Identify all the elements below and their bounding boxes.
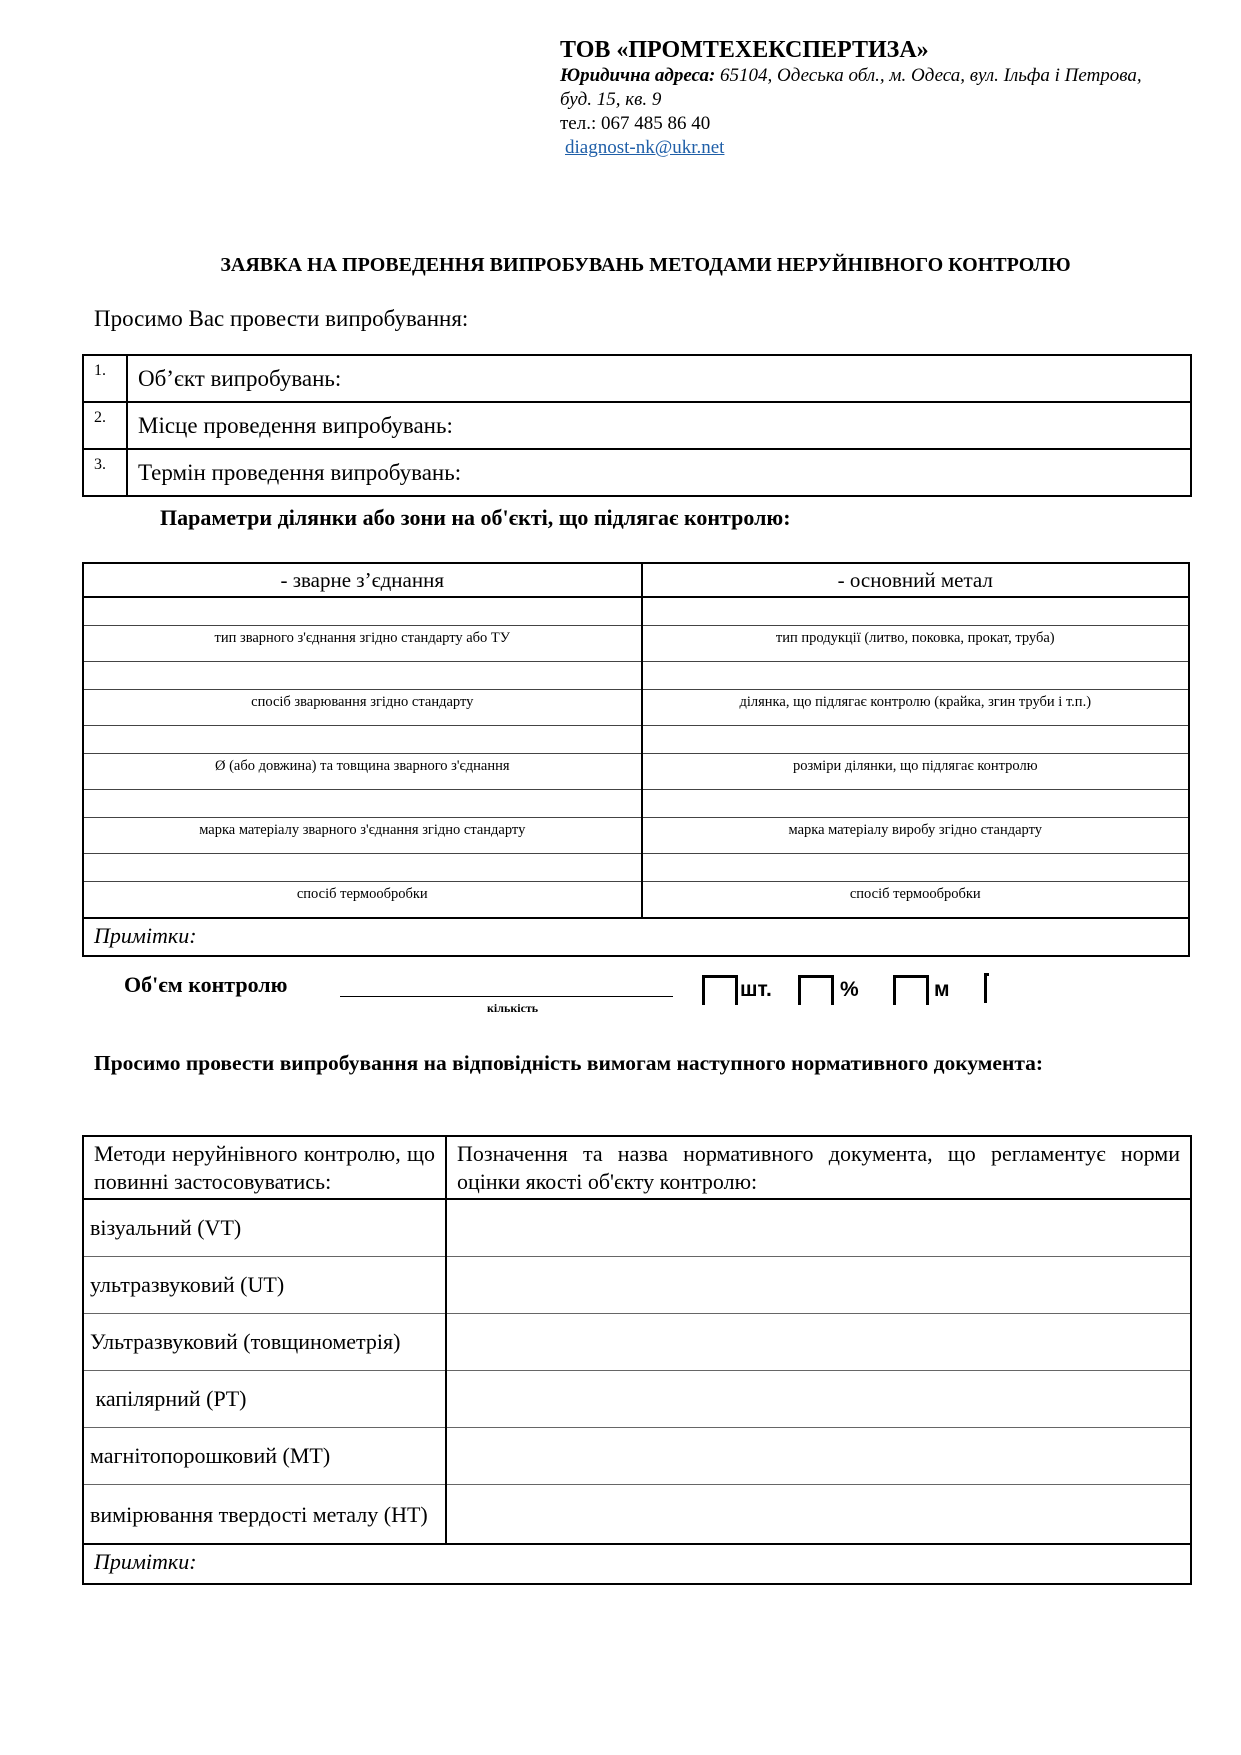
location-field[interactable]: Місце проведення випробувань: <box>127 402 1191 449</box>
caption: тип зварного з'єднання згідно стандарту або ТУ <box>83 626 642 662</box>
company-header <box>560 36 1210 160</box>
method-row <box>83 1485 1191 1545</box>
row-number: 1. <box>83 355 127 402</box>
unit-pcs-label: шт. <box>740 978 772 1001</box>
methods-table <box>82 1135 1192 1585</box>
table-row <box>83 355 1191 402</box>
normative-heading: Просимо провести випробування на відповідність вимогам наступного нормативного документа: <box>94 1051 1044 1075</box>
basic-info-table <box>82 354 1192 497</box>
input-row <box>83 597 1189 626</box>
welding-method-input[interactable] <box>83 662 642 690</box>
document-input[interactable] <box>446 1485 1191 1545</box>
table-row <box>83 449 1191 496</box>
quantity-hint: кількість <box>487 1001 539 1015</box>
unit-meter-checkbox[interactable] <box>893 975 929 1005</box>
caption-row <box>83 690 1189 726</box>
method-row <box>83 1199 1191 1257</box>
col-base-header: - основний метал <box>642 563 1189 597</box>
caption: спосіб термообробки <box>83 882 642 919</box>
caption: тип продукції (литво, поковка, прокат, труба) <box>642 626 1189 662</box>
unit-pcs-checkbox[interactable] <box>702 975 738 1005</box>
caption: марка матеріалу виробу згідно стандарту <box>642 818 1189 854</box>
method-label: візуальний (VT) <box>83 1199 446 1257</box>
intro-text: Просимо Вас провести випробування: <box>94 306 469 331</box>
method-row <box>83 1257 1191 1314</box>
caption-row <box>83 818 1189 854</box>
input-row <box>83 726 1189 754</box>
document-input[interactable] <box>446 1428 1191 1485</box>
method-label: ультразвуковий (UT) <box>83 1257 446 1314</box>
unit-percent-label: % <box>840 978 859 1001</box>
params-heading: Параметри ділянки або зони на об'єкті, що підлягає контролю: <box>160 505 791 530</box>
address-line-2: буд. 15, кв. 9 <box>560 89 662 110</box>
document-input[interactable] <box>446 1314 1191 1371</box>
phone: тел.: 067 485 86 40 <box>560 113 711 134</box>
caption-row <box>83 754 1189 790</box>
caption-row <box>83 882 1189 919</box>
method-row <box>83 1314 1191 1371</box>
company-name: ТОВ «ПРОМТЕХЕКСПЕРТИЗА» <box>560 37 929 63</box>
method-label: магнітопорошковий (MT) <box>83 1428 446 1485</box>
document-input[interactable] <box>446 1371 1191 1428</box>
caption: спосіб термообробки <box>642 882 1189 919</box>
method-label: капілярний (PT) <box>83 1371 446 1428</box>
caption: марка матеріалу зварного з'єднання згідно стандарту <box>83 818 642 854</box>
caption-row <box>83 626 1189 662</box>
document-title: ЗАЯВКА НА ПРОВЕДЕННЯ ВИПРОБУВАНЬ МЕТОДАМИ НЕРУЙНІВНОГО КОНТРОЛЮ <box>220 254 1071 276</box>
method-row <box>83 1428 1191 1485</box>
unit-percent-checkbox[interactable] <box>798 975 834 1005</box>
document-input[interactable] <box>446 1199 1191 1257</box>
weld-heat-treatment-input[interactable] <box>83 854 642 882</box>
object-field[interactable]: Об’єкт випробувань: <box>127 355 1191 402</box>
weld-type-input[interactable] <box>83 597 642 626</box>
input-row <box>83 854 1189 882</box>
weld-material-input[interactable] <box>83 790 642 818</box>
address-line-1: 65104, Одеська обл., м. Одеса, вул. Ільфа і Петрова, <box>715 65 1142 86</box>
legal-address <box>560 64 1210 88</box>
weld-size-input[interactable] <box>83 726 642 754</box>
params-table <box>82 562 1190 957</box>
row-number: 2. <box>83 402 127 449</box>
input-row <box>83 790 1189 818</box>
control-area-input[interactable] <box>642 662 1189 690</box>
input-row <box>83 662 1189 690</box>
caption: ділянка, що підлягає контролю (крайка, згин труби і т.п.) <box>642 690 1189 726</box>
caption: Ø (або довжина) та товщина зварного з'єднання <box>83 754 642 790</box>
base-heat-treatment-input[interactable] <box>642 854 1189 882</box>
caption: розміри ділянки, що підлягає контролю <box>642 754 1189 790</box>
caption: спосіб зварювання згідно стандарту <box>83 690 642 726</box>
address-label: Юридична адреса: <box>560 65 716 86</box>
email-link[interactable]: diagnost-nk@ukr.net <box>565 137 725 158</box>
volume-row <box>0 970 1241 1030</box>
method-label: Ультразвуковий (товщинометрія) <box>83 1314 446 1371</box>
unit-meter-label: м <box>934 978 950 1001</box>
col-weld-header: - зварне з’єднання <box>83 563 642 597</box>
document-input[interactable] <box>446 1257 1191 1314</box>
product-type-input[interactable] <box>642 597 1189 626</box>
row-number: 3. <box>83 449 127 496</box>
term-field[interactable]: Термін проведення випробувань: <box>127 449 1191 496</box>
methods-notes-field[interactable]: Примітки: <box>83 1544 1191 1584</box>
checkbox-edge <box>984 973 987 1003</box>
col-methods-header: Методи неруйнівного контролю, що повинні застосовуватись: <box>83 1136 446 1199</box>
method-row <box>83 1371 1191 1428</box>
volume-label: Об'єм контролю <box>124 972 288 997</box>
method-label: вимірювання твердості металу (HT) <box>83 1485 446 1545</box>
col-document-header: Позначення та назва нормативного документа, що регламентує норми оцінки якості об'єкту контролю: <box>446 1136 1191 1199</box>
product-material-input[interactable] <box>642 790 1189 818</box>
table-row <box>83 402 1191 449</box>
quantity-input[interactable] <box>340 996 673 997</box>
area-size-input[interactable] <box>642 726 1189 754</box>
params-notes-field[interactable]: Примітки: <box>83 918 1189 956</box>
